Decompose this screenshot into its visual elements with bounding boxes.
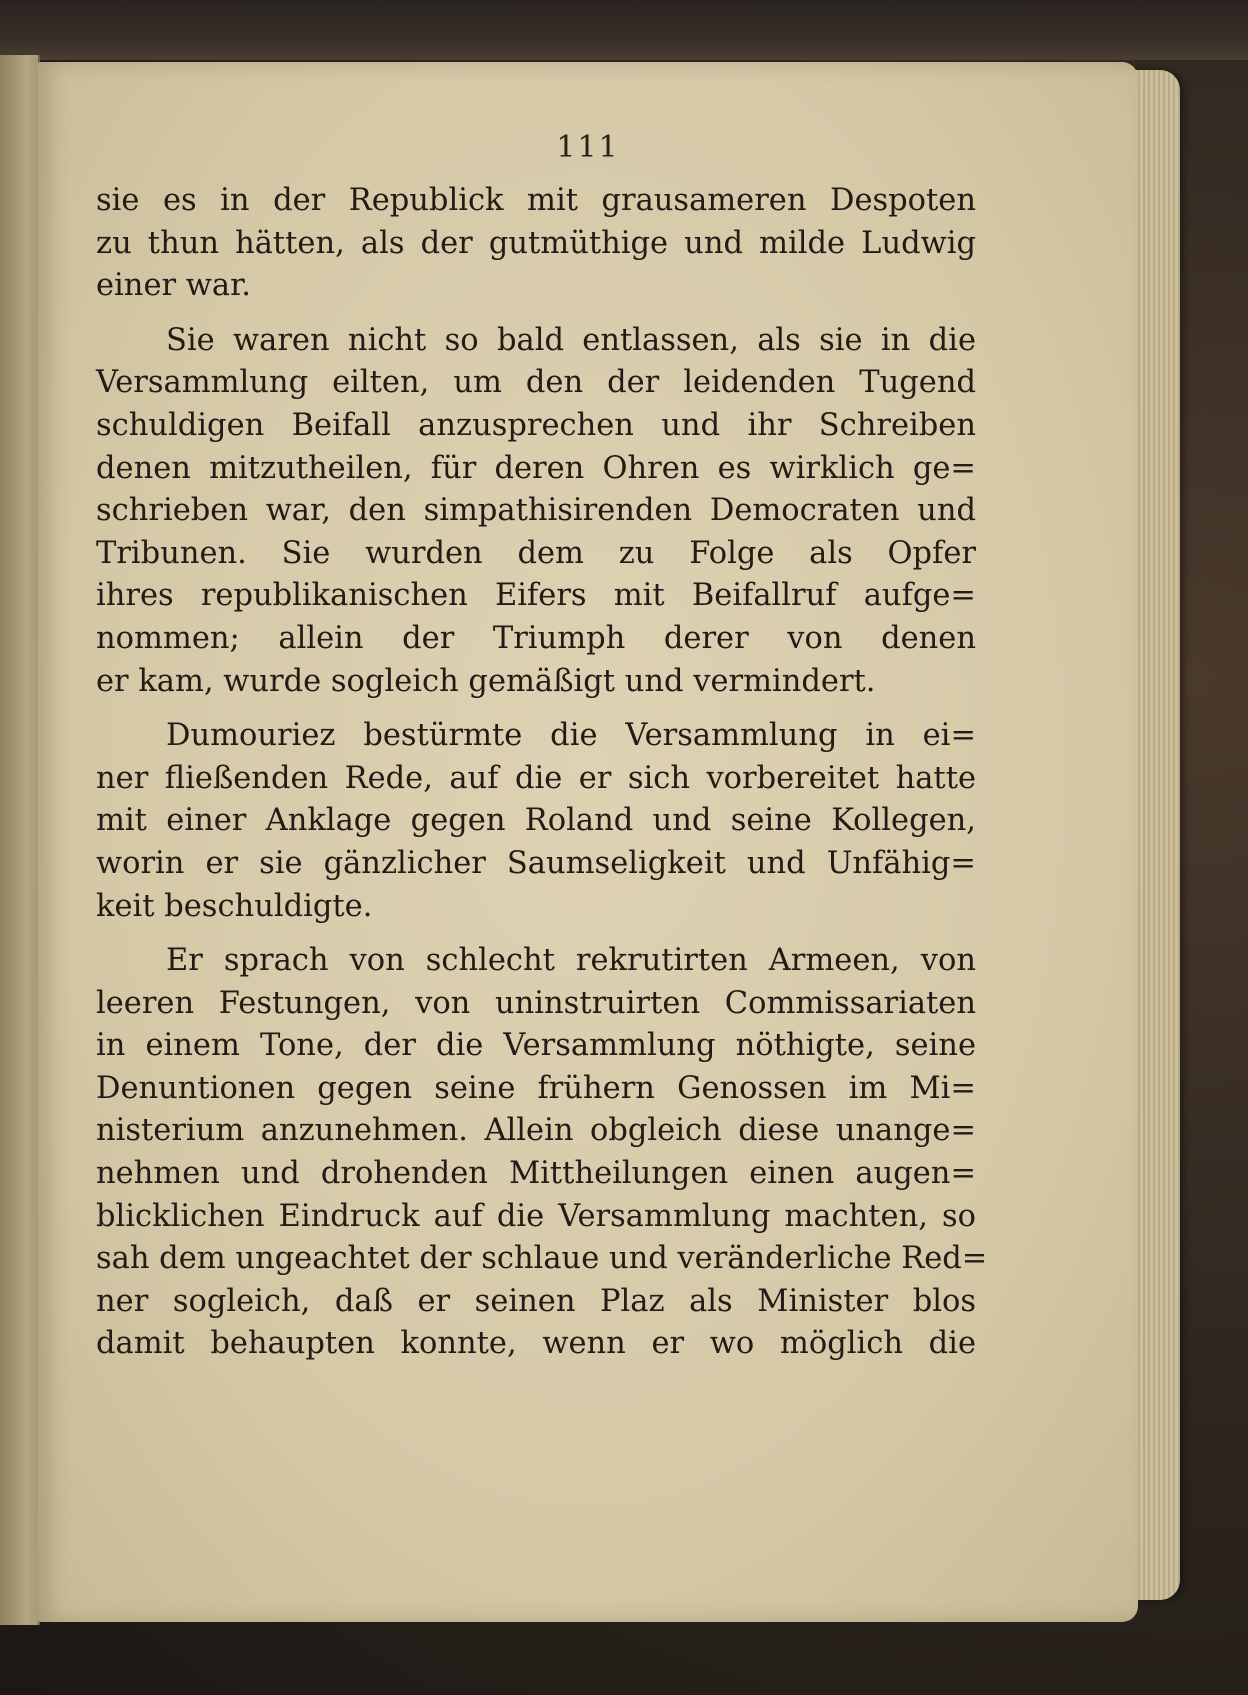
text-line: zu thun hätten, als der gutmüthige und milde Ludwig [96,225,976,261]
text-line: in einem Tone, der die Versammlung nöthigte, seine [96,1028,976,1064]
text-line: nehmen und drohenden Mittheilungen einen augen= [96,1156,976,1192]
paragraph [96,715,976,928]
paragraph [96,320,976,703]
text-line: denen mitzutheilen, für deren Ohren es wirklich ge= [96,450,976,486]
text-line: leeren Festungen, von uninstruirten Commissariaten [96,985,976,1021]
text-line: nisterium anzunehmen. Allein obgleich diese unange= [96,1113,976,1149]
text-line: nommen; allein der Triumph derer von denen [96,620,976,656]
paragraph [96,180,976,308]
text-line: worin er sie gänzlicher Saumseligkeit und Unfähig= [96,845,976,881]
text-line: ner sogleich, daß er seinen Plaz als Minister blos [96,1283,976,1319]
text-line: Sie waren nicht so bald entlassen, als sie in die [166,322,976,358]
text-line: sie es in der Republick mit grausameren Despoten [96,183,976,218]
cover-top-edge [0,0,1248,60]
text-line: Versammlung eilten, um den der leidenden Tugend [96,365,976,401]
text-line: ner fließenden Rede, auf die er sich vorbereitet hatte [96,760,976,796]
book-page [38,62,1138,1622]
text-line: ihres republikanischen Eifers mit Beifallruf aufge= [96,578,976,614]
text-line: schrieben war, den simpathisirenden Democraten und [96,493,976,529]
text-line: sah dem ungeachtet der schlaue und veränderliche Red= [96,1241,988,1277]
facing-page-edge [0,55,40,1625]
text-line: damit behaupten konnte, wenn er wo möglich die [96,1326,976,1362]
text-line: Dumouriez bestürmte die Versammlung in ei= [166,718,976,754]
text-line: mit einer Anklage gegen Roland und seine Kollegen, [96,803,976,839]
paragraph [96,940,988,1366]
text-line: er kam, wurde sogleich gemäßigt und vermindert. [96,663,876,699]
body-text [96,180,988,1366]
text-line: Tribunen. Sie wurden dem zu Folge als Opfer [96,535,976,571]
text-line: blicklichen Eindruck auf die Versammlung machten, so [96,1198,976,1234]
text-line: einer war. [96,268,251,304]
text-line: schuldigen Beifall anzusprechen und ihr Schreiben [96,407,976,443]
text-line: keit beschuldigte. [96,888,373,924]
page-number: 111 [556,130,620,165]
text-line: Er sprach von schlecht rekrutirten Armeen, von [166,943,976,979]
text-line: Denuntionen gegen seine frühern Genossen im Mi= [96,1070,976,1106]
